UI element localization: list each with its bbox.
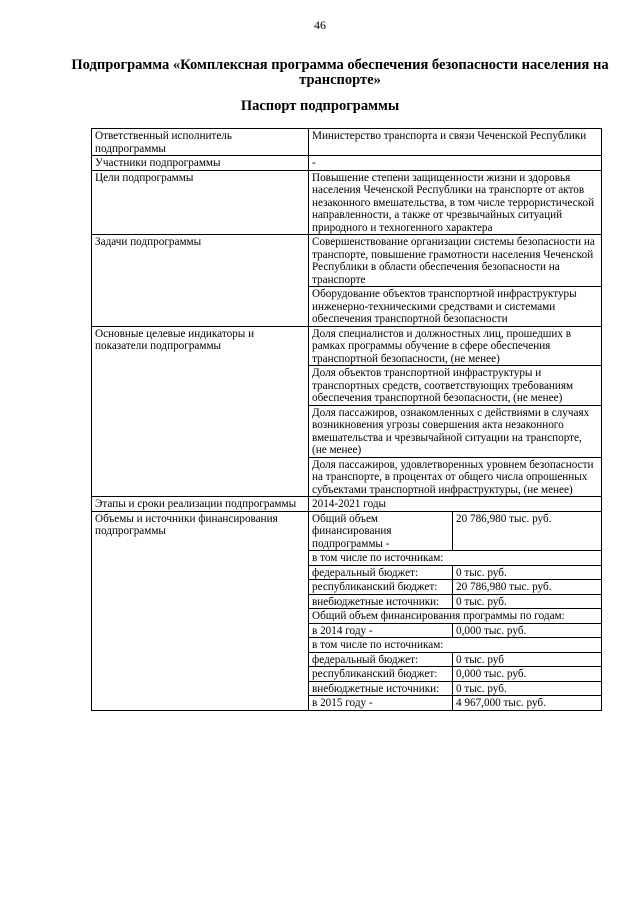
financing-item-label: в 2015 году -	[309, 696, 453, 710]
financing-label: Объемы и источники финансирования подпрограммы	[92, 511, 309, 710]
row-value	[309, 156, 602, 171]
financing-line	[309, 512, 601, 551]
financing-line	[309, 652, 601, 667]
row-value-item: Повышение степени защищенности жизни и здоровья населения Чеченской Республики на транспорте от актов незаконного вмешательства, в том числе террористической направленности, а также от чрезвычайных ситуаций природного и техногенного характера	[312, 171, 595, 234]
financing-line	[309, 638, 601, 653]
row-value-item: 2014-2021 годы	[312, 498, 387, 510]
financing-heading: в том числе по источникам:	[309, 638, 601, 653]
row-label: Этапы и сроки реализации подпрограммы	[92, 497, 309, 512]
financing-item-label: в 2014 году -	[309, 623, 453, 638]
financing-line	[309, 551, 601, 566]
row-value	[309, 170, 602, 235]
passport-row	[92, 129, 602, 156]
financing-line	[309, 623, 601, 638]
passport-row	[92, 235, 602, 327]
financing-item-label: федеральный бюджет:	[309, 565, 453, 580]
financing-item-amount: 20 786,980 тыс. руб.	[453, 580, 602, 595]
row-label: Участники подпрограммы	[92, 156, 309, 171]
financing-line	[309, 681, 601, 696]
financing-heading: Общий объем финансирования программы по годам:	[309, 609, 601, 624]
row-value-item: Доля специалистов и должностных лиц, прошедших в рамках программы обучение в сфере обеспечения транспортной безопасности, (не менее)	[312, 327, 572, 365]
financing-line	[309, 609, 601, 624]
financing-row	[92, 511, 602, 710]
row-value-item: Оборудование объектов транспортной инфраструктуры инженерно-техническими средствами и системами обеспечения транспортной безопасности	[309, 286, 601, 326]
financing-line	[309, 565, 601, 580]
row-label: Задачи подпрограммы	[92, 235, 309, 327]
financing-line	[309, 580, 601, 595]
row-label: Ответственный исполнитель подпрограммы	[92, 129, 309, 156]
financing-item-amount: 4 967,000 тыс. руб.	[453, 696, 602, 710]
passport-table	[91, 128, 602, 711]
row-value-item: Совершенствование организации системы безопасности на транспорте, повышение грамотности населения Чеченской Республики в области обеспечения безопасности на транспорте	[312, 236, 595, 286]
financing-item-label: республиканский бюджет:	[309, 580, 453, 595]
document-title: Подпрограмма «Комплексная программа обеспечения безопасности населения на транспорте»	[71, 57, 609, 88]
financing-item-amount: 0,000 тыс. руб.	[453, 623, 602, 638]
row-value	[309, 326, 602, 497]
financing-item-label: внебюджетные источники:	[309, 681, 453, 696]
passport-row	[92, 326, 602, 497]
financing-item-amount: 0 тыс. руб	[453, 652, 602, 667]
financing-item-amount: 0 тыс. руб.	[453, 594, 602, 609]
financing-table	[309, 512, 601, 710]
passport-row	[92, 156, 602, 171]
page-number: 46	[314, 18, 326, 32]
row-label: Основные целевые индикаторы и показатели подпрограммы	[92, 326, 309, 497]
financing-line	[309, 667, 601, 682]
financing-details	[309, 511, 602, 710]
financing-item-label: республиканский бюджет:	[309, 667, 453, 682]
financing-line	[309, 696, 601, 710]
financing-item-amount: 0 тыс. руб.	[453, 565, 602, 580]
row-value	[309, 129, 602, 156]
document-subtitle: Паспорт подпрограммы	[240, 98, 400, 114]
row-label: Цели подпрограммы	[92, 170, 309, 235]
financing-item-amount: 0 тыс. руб.	[453, 681, 602, 696]
passport-row	[92, 170, 602, 235]
financing-line	[309, 594, 601, 609]
financing-heading: в том числе по источникам:	[309, 551, 601, 566]
row-value-item: Министерство транспорта и связи Чеченской Республики	[312, 130, 587, 142]
row-value	[309, 497, 602, 512]
row-value-item: Доля пассажиров, ознакомленных с действиями в случаях возникновения угрозы совершения акта незаконного вмешательства и чрезвычайной ситуации на транспорте, (не менее)	[309, 405, 601, 457]
financing-item-amount: 0,000 тыс. руб.	[453, 667, 602, 682]
financing-item-label: федеральный бюджет:	[309, 652, 453, 667]
passport-row	[92, 497, 602, 512]
row-value-item: -	[312, 157, 316, 169]
financing-item-label: внебюджетные источники:	[309, 594, 453, 609]
row-value-item: Доля объектов транспортной инфраструктуры и транспортных средств, соответствующих требованиям обеспечения транспортной безопасности, (не менее)	[309, 365, 601, 405]
financing-item-amount: 20 786,980 тыс. руб.	[456, 512, 552, 525]
row-value-item: Доля пассажиров, удовлетворенных уровнем безопасности на транспорте, в процентах от общего числа опрошенных субъектами транспортной инфраструктуры, (не менее)	[309, 457, 601, 497]
row-value	[309, 235, 602, 327]
financing-item-label: Общий объем финансирования подпрограммы -	[309, 512, 453, 551]
